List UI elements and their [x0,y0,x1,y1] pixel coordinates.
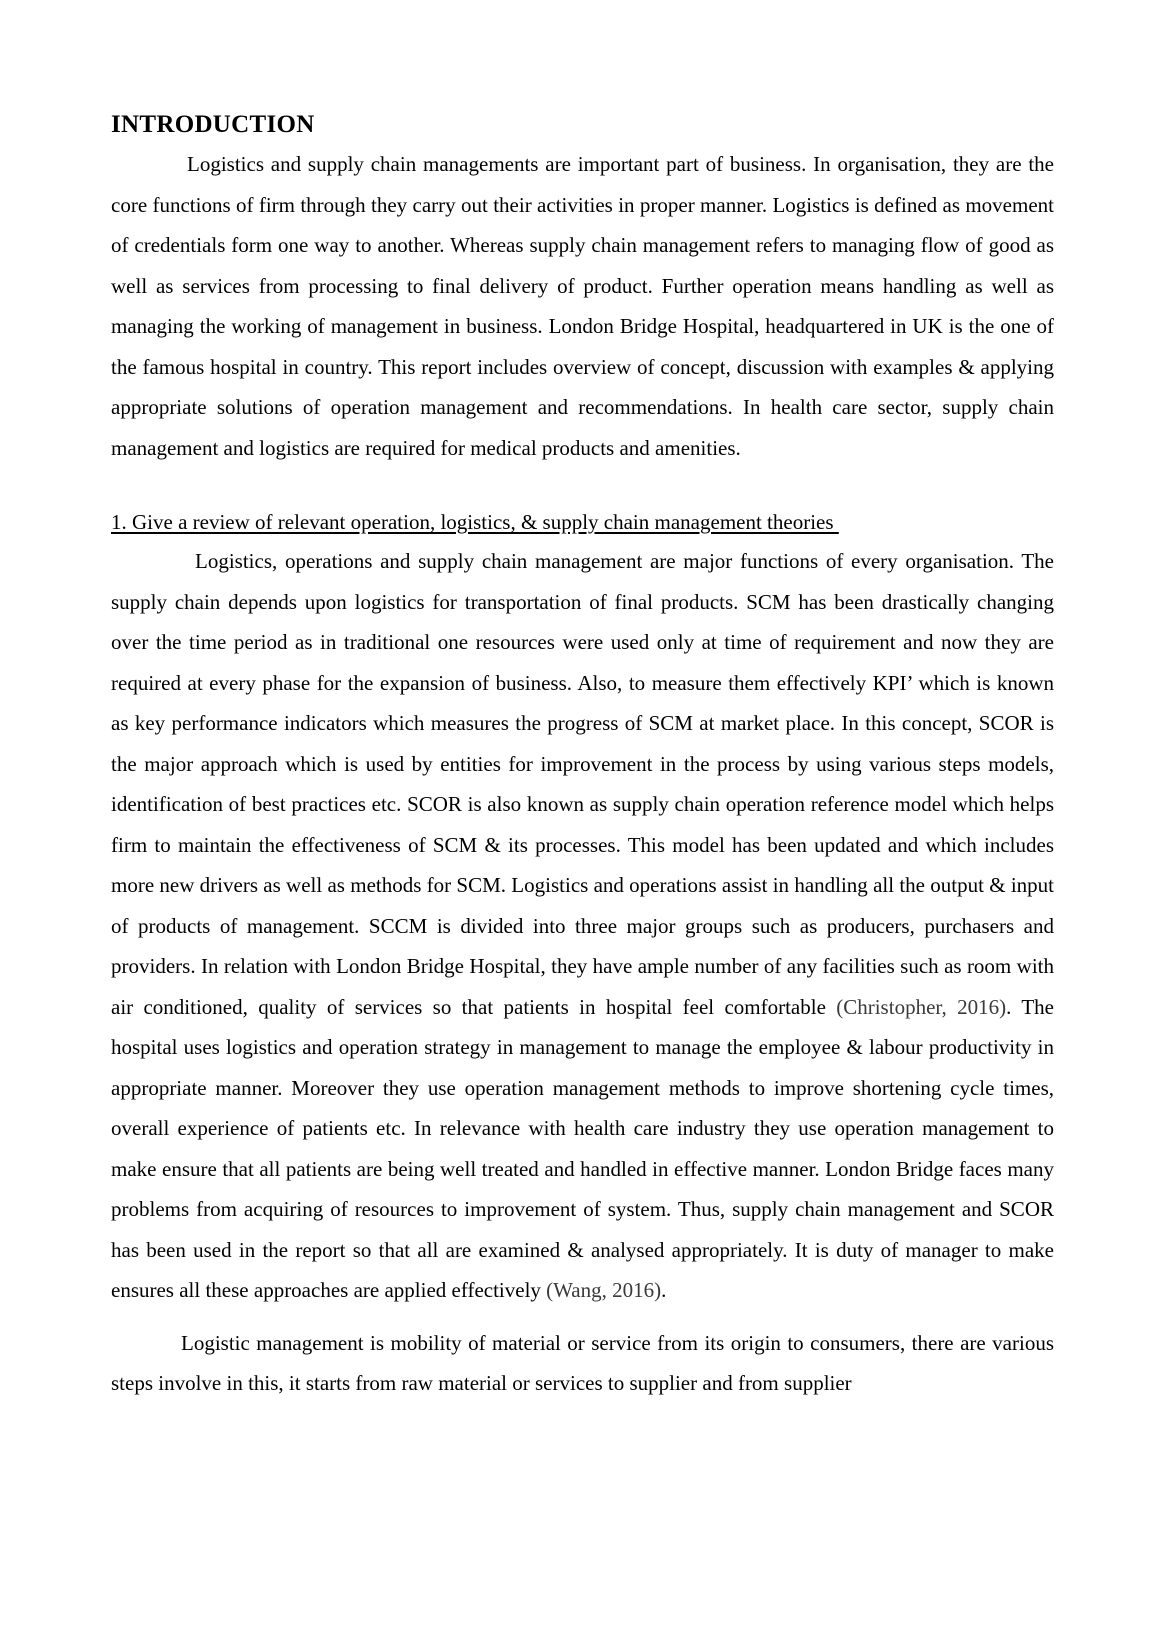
review-text-a: Logistics, operations and supply chain management are major functions of every organisation. The supply chain depends upon logistics for transportation of final products. SCM has been drastically changing over the time period as in traditional one resources were used only at time of requirement and now they are required at every phase for the expansion of business. Also, to measure them effectively KPI’ which is known as key performance indicators which measures the progress of SCM at market place. In this concept, SCOR is the major approach which is used by entities for improvement in the process by using various steps models, identification of best practices etc. SCOR is also known as supply chain operation reference model which helps firm to maintain the effectiveness of SCM & its processes. This model has been updated and which includes more new drivers as well as methods for SCM. Logistics and operations assist in handling all the output & input of products of management. SCCM is divided into three major groups such as producers, purchasers and providers. In relation with London Bridge Hospital, they have ample number of any facilities such as room with air conditioned, quality of services so that patients in hospital feel comfortable [111,549,1054,1019]
document-page [111,106,1054,1404]
intro-paragraph: Logistics and supply chain managements are important part of business. In organisation, they are the core functions of firm through they carry out their activities in proper manner. Logistics is defined as movement of credentials form one way to another. Whereas supply chain management refers to managing flow of good as well as services from processing to final delivery of product. Further operation means handling as well as managing the working of management in business. London Bridge Hospital, headquartered in UK is the one of the famous hospital in country. This report includes overview of concept, discussion with examples & applying appropriate solutions of operation management and recommendations. In health care sector, supply chain management and logistics are required for medical products and amenities. [111,152,1054,460]
section-heading: 1. Give a review of relevant operation, logistics, & supply chain management theories [111,510,839,534]
logistic-paragraph: Logistic management is mobility of material or service from its origin to consumers, there are various steps involve in this, it starts from raw material or services to supplier and from supplier [111,1330,1054,1395]
review-text-c: . [661,1278,667,1302]
page-title: INTRODUCTION [111,111,315,138]
citation-wang: (Wang, 2016) [546,1278,662,1302]
review-text-b: . The hospital uses logistics and operation strategy in management to manage the employee & labour productivity in appropriate manner. Moreover they use operation management methods to improve shortening cycle times, overall experience of patients etc. In relevance with health care industry they use operation management to make ensure that all patients are being well treated and handled in effective manner. London Bridge faces many problems from acquiring of resources to improvement of system. Thus, supply chain management and SCOR has been used in the report so that all are examined & analysed appropriately. It is duty of manager to make ensures all these approaches are applied effectively [111,994,1054,1302]
citation-christopher: (Christopher, 2016) [836,994,1007,1019]
review-paragraph [111,541,1054,1311]
